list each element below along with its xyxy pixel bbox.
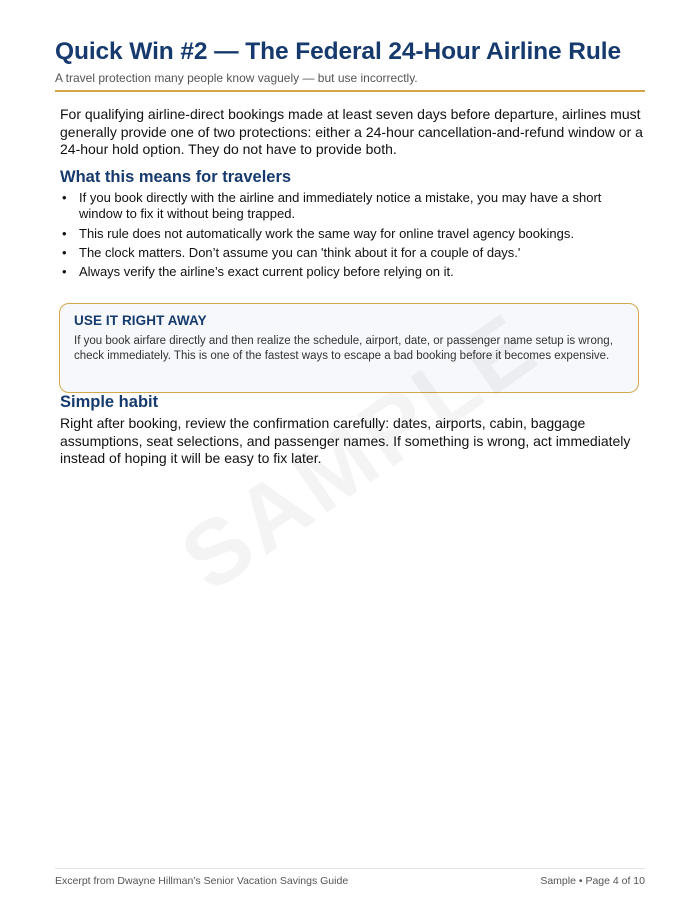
footer-page-number: Sample • Page 4 of 10: [540, 875, 645, 887]
title-divider: [55, 90, 645, 92]
callout-body: If you book airfare directly and then realize the schedule, airport, date, or passenger name setup is wrong, check immediately. This is one of the fastest ways to escape a bad booking before it becomes expensive.: [74, 335, 613, 362]
bullet-text: If you book directly with the airline and immediately notice a mistake, you may have a short window to fix it without being trapped.: [79, 190, 602, 222]
bullet-text: The clock matters. Don’t assume you can 'think about it for a couple of days.': [79, 244, 521, 260]
callout-title: USE IT RIGHT AWAY: [74, 313, 207, 328]
footer-source: Excerpt from Dwayne Hillman’s Senior Vacation Savings Guide: [55, 875, 349, 887]
bullet-icon: •: [62, 190, 67, 205]
bullet-item: [60, 190, 645, 222]
habit-heading: Simple habit: [60, 393, 159, 411]
bullet-item: [60, 226, 645, 242]
bullet-text: Always verify the airline’s exact current policy before relying on it.: [79, 264, 454, 280]
callout-box: [59, 303, 639, 393]
bullet-icon: •: [62, 264, 67, 280]
bullet-item: [60, 245, 645, 261]
bullet-icon: •: [62, 244, 67, 260]
footer-divider: [55, 868, 645, 869]
travelers-heading: What this means for travelers: [60, 168, 292, 186]
habit-paragraph: Right after booking, review the confirmation carefully: dates, airports, cabin, baggage assumptions, seat selections, and passenger names. If something is wrong, act immediately instead of hoping it will be easy to fix later.: [60, 415, 631, 466]
bullet-item: [60, 264, 645, 280]
bullet-icon: •: [62, 225, 67, 241]
intro-paragraph: For qualifying airline-direct bookings made at least seven days before departure, airlines must generally provide one of two protections: either a 24-hour cancellation-and-refund window or a 24-hour hold option. They do not have to provide both.: [60, 106, 643, 157]
page-title: Quick Win #2 — The Federal 24-Hour Airline Rule: [55, 38, 621, 65]
bullet-text: This rule does not automatically work the same way for online travel agency bookings.: [79, 225, 574, 241]
travelers-bullet-list: [60, 190, 645, 284]
page-subtitle: A travel protection many people know vaguely — but use incorrectly.: [55, 71, 418, 85]
